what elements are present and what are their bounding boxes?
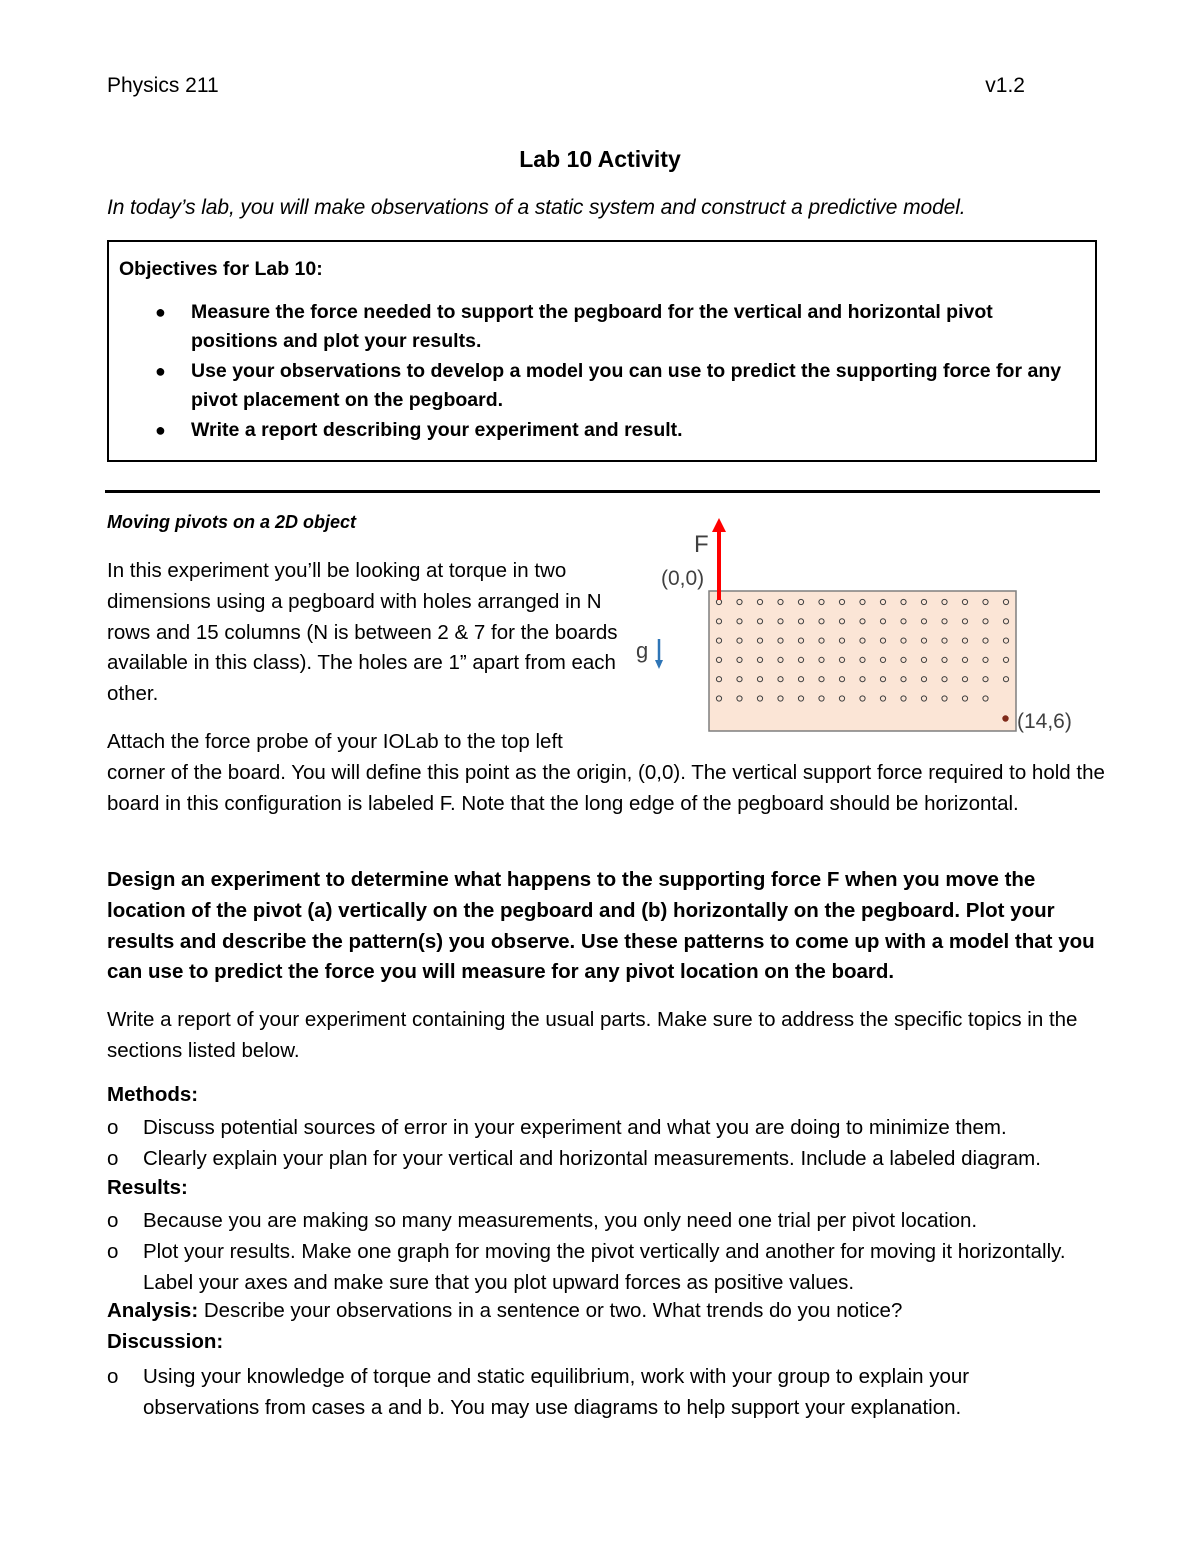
section-divider — [105, 490, 1100, 493]
gravity-arrow-head — [655, 660, 663, 669]
results-item: o Plot your results. Make one graph for moving the pivot vertically and another for moving it horizontally. Label your axes and make sure that you plot upward forces as positive values. — [107, 1236, 1067, 1298]
corner-label: (14,6) — [1017, 710, 1072, 733]
paragraph-attach-rest: corner of the board. You will define this point as the origin, (0,0). The vertical support force required to hold the board in this configuration is labeled F. Note that the long edge of the pegboard should be horizontal. — [107, 761, 1105, 815]
list-marker-icon: o — [107, 1240, 119, 1263]
pegboard — [709, 591, 1016, 731]
results-label: Results: — [107, 1176, 188, 1199]
list-marker-icon: o — [107, 1147, 119, 1170]
bullet-icon: ● — [155, 420, 166, 440]
bullet-icon: ● — [155, 302, 166, 322]
objectives-list — [109, 298, 1069, 446]
pegboard-diagram — [620, 512, 1100, 744]
analysis-text: Describe your observations in a sentence or two. What trends do you notice? — [198, 1299, 903, 1322]
objectives-title: Objectives for Lab 10: — [119, 258, 323, 280]
list-marker-icon: o — [107, 1209, 119, 1232]
page-title: Lab 10 Activity — [519, 146, 681, 172]
force-arrow-head — [712, 518, 726, 532]
section-heading: Moving pivots on a 2D object — [107, 512, 357, 532]
list-marker-icon: o — [107, 1365, 119, 1388]
paragraph-report: Write a report of your experiment containing the usual parts. Make sure to address the specific topics in the sections listed below. — [107, 1008, 1078, 1062]
force-label: F — [694, 531, 709, 558]
gravity-label: g — [636, 638, 649, 663]
methods-item: o Clearly explain your plan for your vertical and horizontal measurements. Include a labeled diagram. — [107, 1143, 1102, 1174]
objectives-box — [107, 240, 1097, 462]
methods-label: Methods: — [107, 1083, 199, 1106]
objective-item: ● Write a report describing your experiment and result. — [109, 416, 1069, 445]
results-item: o Because you are making so many measurements, you only need one trial per pivot location. — [107, 1205, 1102, 1236]
objective-item: ● Use your observations to develop a model you can use to predict the supporting force for any pivot placement on the pegboard. — [109, 357, 1069, 415]
corner-marker — [1002, 715, 1008, 721]
paragraph-design: Design an experiment to determine what happens to the supporting force F when you move the location of the pivot (a) vertically on the pegboard and (b) horizontally on the pegboard. Plot your results and describe the pattern(s) you observe. Use these patterns to come up with a model that you can use to predict the force you will measure for any pivot location on the board. — [107, 868, 1095, 984]
list-marker-icon: o — [107, 1116, 119, 1139]
intro-text: In today’s lab, you will make observations of a static system and construct a predictive model. — [107, 196, 966, 219]
objective-item: ● Measure the force needed to support the pegboard for the vertical and horizontal pivot positions and plot your results. — [109, 298, 1069, 356]
discussion-item: o Using your knowledge of torque and static equilibrium, work with your group to explain your observations from cases a and b. You may use diagrams to help support your explanation. — [107, 1361, 1067, 1423]
origin-label: (0,0) — [661, 567, 705, 590]
bullet-icon: ● — [155, 361, 166, 381]
paragraph-setup: In this experiment you’ll be looking at torque in two dimensions using a pegboard with holes arranged in N rows and 15 columns (N is between 2 & 7 for the boards available in this class). The holes are 1” apart from each other. — [107, 559, 618, 706]
version-label: v1.2 — [985, 74, 1025, 97]
analysis-line — [107, 1299, 902, 1323]
analysis-label: Analysis: — [107, 1299, 199, 1322]
discussion-label: Discussion: — [107, 1330, 224, 1353]
course-name: Physics 211 — [107, 74, 219, 97]
paragraph-attach-start: Attach the force probe of your IOLab to the top left — [107, 730, 563, 753]
methods-item: o Discuss potential sources of error in your experiment and what you are doing to minimize them. — [107, 1112, 1102, 1143]
